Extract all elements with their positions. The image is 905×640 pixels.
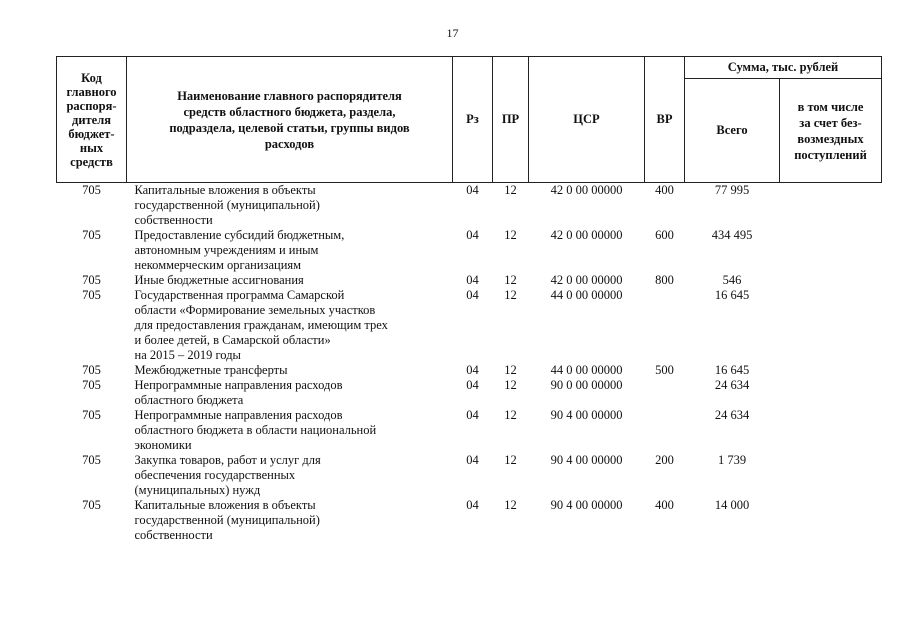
header-line: поступлений	[794, 147, 867, 162]
cell-rz: 04	[466, 288, 479, 302]
cell-incl	[780, 378, 882, 408]
cell-rz: 04	[466, 228, 479, 242]
cell-total: 16 645	[714, 363, 750, 377]
cell-incl	[780, 273, 882, 288]
name-line: обеспечения государственных	[134, 468, 296, 482]
cell-rz: 04	[466, 363, 479, 377]
name-line: Межбюджетные трансферты	[134, 363, 288, 377]
table-header	[57, 57, 882, 183]
table-row	[57, 288, 882, 363]
cell-pr: 12	[504, 498, 517, 512]
header-line: дителя	[72, 112, 111, 127]
header-vr: ВР	[645, 57, 685, 183]
cell-name	[127, 273, 453, 288]
table-row	[57, 408, 882, 453]
name-line: собственности	[134, 213, 213, 227]
cell-total: 16 645	[714, 288, 750, 302]
header-csr: ЦСР	[529, 57, 645, 183]
page-number: 17	[446, 26, 459, 40]
name-line: Государственная программа Самарской	[134, 288, 345, 302]
table-row	[57, 453, 882, 498]
cell-rz: 04	[466, 498, 479, 512]
cell-total: 1 739	[717, 453, 747, 467]
header-incl	[780, 79, 882, 183]
cell-incl	[780, 363, 882, 378]
table-row	[57, 273, 882, 288]
cell-name	[127, 498, 453, 543]
cell-vr	[645, 378, 685, 408]
cell-total: 546	[722, 273, 742, 287]
name-line: Капитальные вложения в объекты	[134, 183, 316, 197]
name-line: (муниципальных) нужд	[134, 483, 261, 497]
cell-total: 24 634	[714, 378, 750, 392]
header-line: бюджет-	[68, 126, 115, 141]
table-body	[57, 183, 882, 544]
cell-pr: 12	[504, 408, 517, 422]
cell-name	[127, 363, 453, 378]
name-line: и более детей, в Самарской области»	[134, 333, 331, 347]
cell-code: 705	[82, 228, 101, 242]
header-line: в том числе	[797, 99, 864, 114]
name-line: Непрограммные направления расходов	[134, 408, 343, 422]
header-line: главного	[66, 84, 117, 99]
table-row	[57, 498, 882, 543]
cell-rz: 04	[466, 453, 479, 467]
header-pr: ПР	[493, 57, 529, 183]
name-line: областного бюджета	[134, 393, 244, 407]
cell-vr: 600	[655, 228, 674, 242]
header-line: расходов	[264, 136, 315, 151]
cell-csr: 90 4 00 00000	[550, 408, 623, 422]
cell-csr: 42 0 00 00000	[550, 183, 623, 197]
cell-vr: 400	[655, 498, 674, 512]
cell-incl	[780, 408, 882, 453]
name-line: Непрограммные направления расходов	[134, 378, 343, 392]
cell-vr: 200	[655, 453, 674, 467]
header-line: средств областного бюджета, раздела,	[183, 104, 396, 119]
name-line: областного бюджета в области национальной	[134, 423, 377, 437]
cell-vr	[645, 408, 685, 453]
cell-incl	[780, 453, 882, 498]
cell-name	[127, 453, 453, 498]
name-line: на 2015 – 2019 годы	[134, 348, 241, 362]
cell-total: 14 000	[714, 498, 750, 512]
budget-table	[56, 56, 882, 543]
header-line: ных	[79, 140, 104, 155]
cell-pr: 12	[504, 363, 517, 377]
cell-incl	[780, 498, 882, 543]
header-name	[127, 57, 453, 183]
header-line: подраздела, целевой статьи, группы видов	[169, 120, 410, 135]
cell-incl	[780, 288, 882, 363]
cell-pr: 12	[504, 228, 517, 242]
cell-incl	[780, 228, 882, 273]
cell-code: 705	[82, 378, 101, 392]
header-line: Наименование главного распорядителя	[177, 88, 402, 103]
cell-code: 705	[82, 498, 101, 512]
cell-vr: 800	[655, 273, 674, 287]
cell-code: 705	[82, 408, 101, 422]
cell-name	[127, 183, 453, 229]
cell-pr: 12	[504, 183, 517, 197]
cell-code: 705	[82, 273, 101, 287]
table-row	[57, 183, 882, 229]
cell-rz: 04	[466, 378, 479, 392]
cell-name	[127, 378, 453, 408]
cell-name	[127, 408, 453, 453]
cell-csr: 42 0 00 00000	[550, 273, 623, 287]
cell-pr: 12	[504, 273, 517, 287]
header-line: Код	[81, 70, 102, 85]
header-rz: Рз	[453, 57, 493, 183]
cell-vr: 400	[655, 183, 674, 197]
cell-pr: 12	[504, 288, 517, 302]
name-line: Закупка товаров, работ и услуг для	[134, 453, 321, 467]
cell-csr: 42 0 00 00000	[550, 228, 623, 242]
name-line: Предоставление субсидий бюджетным,	[134, 228, 345, 242]
cell-csr: 44 0 00 00000	[550, 288, 623, 302]
cell-incl	[780, 183, 882, 229]
cell-code: 705	[82, 363, 101, 377]
cell-csr: 44 0 00 00000	[550, 363, 623, 377]
cell-total: 434 495	[711, 228, 753, 242]
cell-vr	[645, 288, 685, 363]
header-line: распоря-	[66, 98, 117, 113]
cell-name	[127, 288, 453, 363]
header-total: Всего	[685, 79, 780, 183]
header-line: возмездных	[797, 131, 864, 146]
cell-vr: 500	[655, 363, 674, 377]
name-line: области «Формирование земельных участков	[134, 303, 376, 317]
name-line: для предоставления гражданам, имеющим трех	[134, 318, 388, 332]
cell-name	[127, 228, 453, 273]
table-row	[57, 228, 882, 273]
header-line: за счет без-	[799, 115, 862, 130]
cell-rz: 04	[466, 408, 479, 422]
cell-rz: 04	[466, 183, 479, 197]
cell-csr: 90 0 00 00000	[550, 378, 623, 392]
cell-csr: 90 4 00 00000	[550, 498, 623, 512]
name-line: государственной (муниципальной)	[134, 513, 320, 527]
header-sum: Сумма, тыс. рублей	[685, 57, 882, 79]
table-row	[57, 363, 882, 378]
name-line: государственной (муниципальной)	[134, 198, 320, 212]
name-line: Капитальные вложения в объекты	[134, 498, 316, 512]
cell-total: 24 634	[714, 408, 750, 422]
name-line: экономики	[134, 438, 192, 452]
cell-rz: 04	[466, 273, 479, 287]
cell-pr: 12	[504, 453, 517, 467]
name-line: некоммерческим организациям	[134, 258, 302, 272]
cell-code: 705	[82, 453, 101, 467]
name-line: собственности	[134, 528, 213, 542]
cell-csr: 90 4 00 00000	[550, 453, 623, 467]
name-line: Иные бюджетные ассигнования	[134, 273, 304, 287]
cell-code: 705	[82, 183, 101, 197]
cell-code: 705	[82, 288, 101, 302]
cell-pr: 12	[504, 378, 517, 392]
header-code	[57, 57, 127, 183]
name-line: автономным учреждениям и иным	[134, 243, 319, 257]
table-row	[57, 378, 882, 408]
header-line: средств	[70, 154, 113, 169]
cell-total: 77 995	[714, 183, 750, 197]
